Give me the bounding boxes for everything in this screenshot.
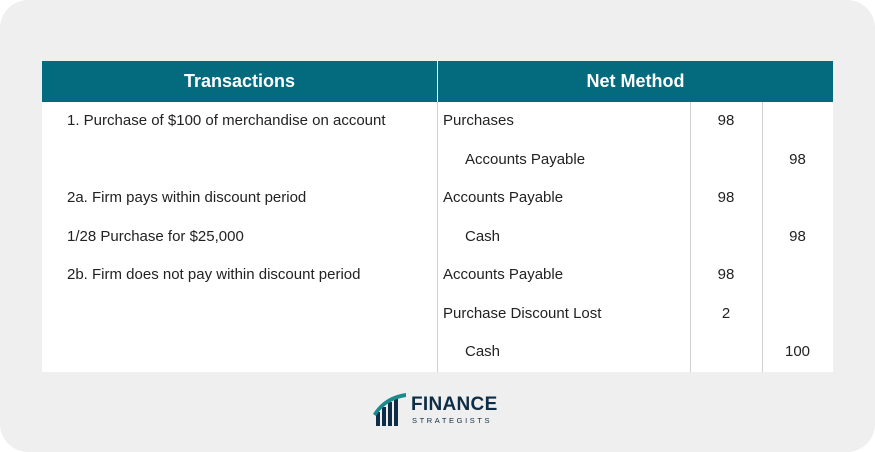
debit-cell: 98 [717,112,735,129]
finance-strategists-logo [372,390,512,430]
finance-strategists-logo-icon [372,392,408,428]
transaction-cell: 2a. Firm pays within discount period [67,189,307,206]
account-cell: Purchase Discount Lost [443,304,602,322]
debit-cell [690,333,762,372]
account-cell: Accounts Payable [443,266,564,283]
transaction-cell: 1. Purchase of $100 of merchandise on account [67,112,386,129]
table-row [42,256,833,295]
header-net-method: Net Method [586,71,685,91]
credit-cell [762,256,833,295]
credit-cell [762,295,833,334]
table-row [42,333,833,372]
table-row [42,179,833,218]
table-header [42,61,833,102]
journal-entries-table [42,61,833,372]
debit-cell [690,218,762,257]
table-row [42,218,833,257]
account-cell: Cash [465,343,501,360]
debit-cell: 98 [717,266,735,283]
table-row [42,102,833,141]
debit-cell: 2 [721,304,731,322]
transaction-cell: 2b. Firm does not pay within discount period [67,266,361,283]
credit-cell: 100 [784,343,811,360]
debit-cell [690,141,762,180]
table-row [42,295,833,334]
account-cell: Accounts Payable [443,189,564,206]
debit-cell: 98 [717,189,735,206]
logo-subtitle: STRATEGISTS [412,416,493,425]
header-transactions: Transactions [183,71,296,91]
credit-cell [762,102,833,141]
credit-cell [762,179,833,218]
transaction-cell: 1/28 Purchase for $25,000 [67,227,244,245]
account-cell: Purchases [443,112,514,129]
account-cell: Accounts Payable [465,150,586,168]
credit-cell: 98 [789,150,806,168]
credit-cell: 98 [789,227,806,245]
table-row [42,141,833,180]
account-cell: Cash [465,227,501,245]
logo-title: FINANCE [411,394,498,415]
